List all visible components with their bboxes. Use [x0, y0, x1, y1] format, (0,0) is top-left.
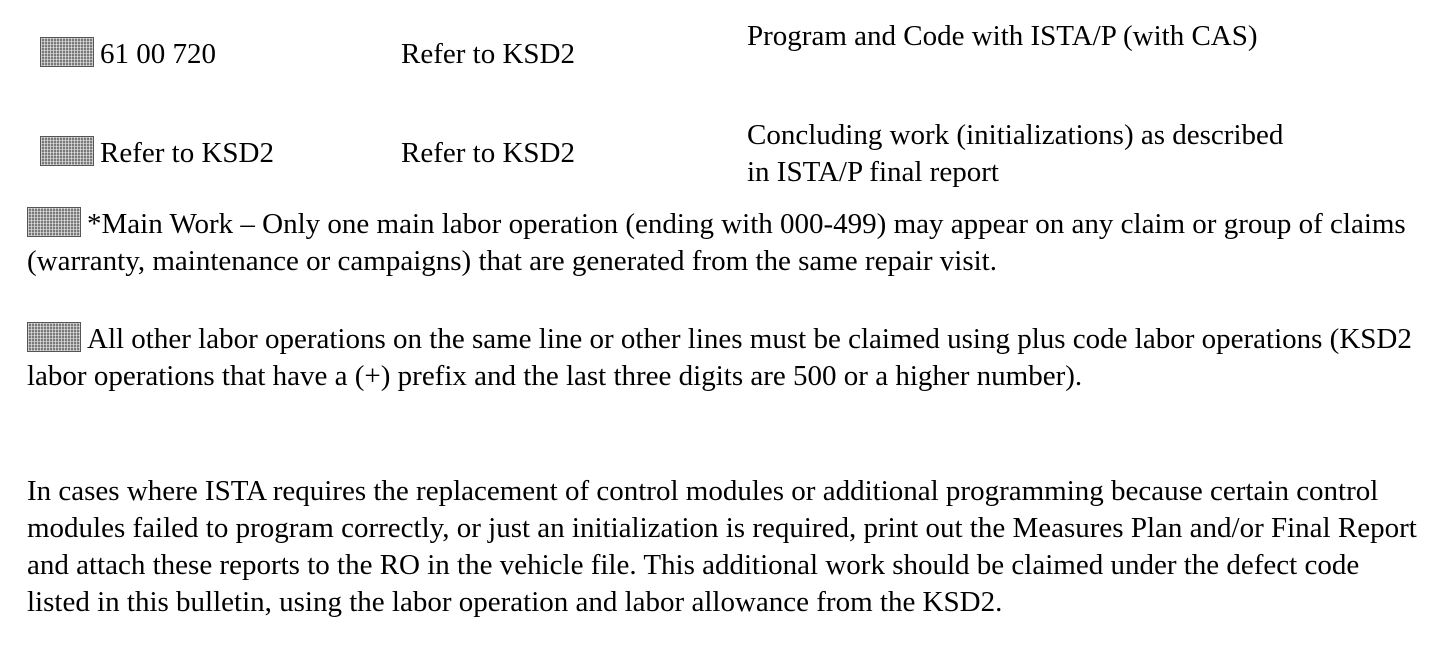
other-operations-paragraph — [27, 321, 1427, 395]
description-cell: Program and Code with ISTA/P (with CAS) — [747, 20, 1258, 52]
main-work-paragraph — [27, 206, 1427, 280]
labor-code-cell — [40, 135, 274, 172]
ista-cases-paragraph: In cases where ISTA requires the replacement of control modules or additional programming because certain control modules failed to program correctly, or just an initialization is required, print out the Measures Plan and/or Final Report and attach these reports to the RO in the vehicle file. This additional work should be claimed under the defect code listed in this bulletin, using the labor operation and labor allowance from the KSD2. — [27, 475, 1417, 618]
labor-code-cell — [40, 36, 216, 73]
shaded-marker-icon — [27, 207, 81, 237]
reference-cell: Refer to KSD2 — [401, 38, 575, 70]
table-row — [0, 117, 1456, 197]
other-operations-text: All other labor operations on the same line or other lines must be claimed using plus code labor operations (KSD2 labor operations that have a (+) prefix and the last three digits are 500 or a higher number). — [27, 323, 1412, 392]
reference-cell: Refer to KSD2 — [401, 137, 575, 169]
labor-code: Refer to KSD2 — [100, 137, 274, 169]
main-work-text: *Main Work – Only one main labor operation (ending with 000-499) may appear on any claim or group of claims (warranty, maintenance or campaigns) that are generated from the same repair visit. — [27, 208, 1406, 277]
shaded-marker-icon — [40, 136, 94, 166]
labor-code: 61 00 720 — [100, 38, 216, 70]
shaded-marker-icon — [27, 322, 81, 352]
shaded-marker-icon — [40, 37, 94, 67]
table-row — [0, 18, 1456, 98]
description-cell: Concluding work (initializations) as described in ISTA/P final report — [747, 119, 1284, 188]
